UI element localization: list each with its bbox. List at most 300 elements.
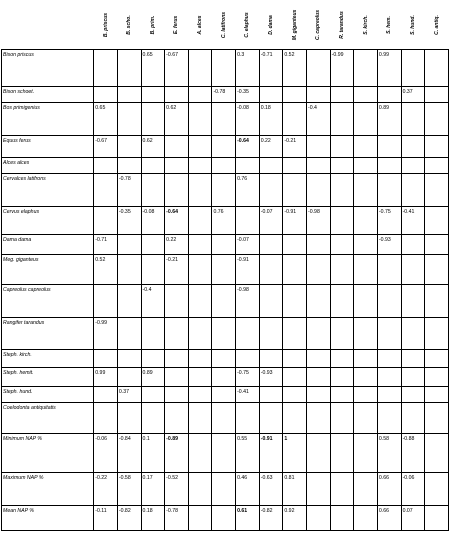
table-cell [165,403,189,434]
column-header [354,0,378,50]
table-cell: 0.18 [141,506,165,531]
table-cell [259,285,283,318]
table-cell [307,158,331,174]
table-cell: -0.88 [401,434,425,473]
row-label: Bison schoet. [2,87,94,103]
table-cell: -0.11 [94,506,118,531]
table-cell [425,174,449,207]
column-header [188,0,212,50]
table-cell: -0.78 [165,506,189,531]
table-cell: 0.58 [377,434,401,473]
table-cell [165,87,189,103]
column-header-label: R. tarandus [338,10,345,39]
table-cell [259,350,283,368]
table-cell [212,174,236,207]
table-row [2,350,449,368]
table-body [2,50,449,531]
table-cell: 0.66 [377,506,401,531]
table-cell: 0.99 [94,368,118,387]
table-cell [307,350,331,368]
table-cell [425,255,449,285]
table-cell [377,368,401,387]
table-cell: -0.91 [236,255,260,285]
table-cell [307,285,331,318]
table-cell: -0.63 [259,473,283,506]
table-cell [354,103,378,136]
table-cell [141,318,165,350]
table-cell [188,434,212,473]
table-cell: 0.62 [165,103,189,136]
table-cell [188,235,212,255]
row-label: Meg. giganteus [2,255,94,285]
table-cell [401,235,425,255]
table-cell [259,87,283,103]
table-cell: 0.46 [236,473,260,506]
table-cell [94,158,118,174]
table-cell [188,174,212,207]
table-cell [259,403,283,434]
column-header [259,0,283,50]
table-row [2,50,449,87]
table-cell [377,318,401,350]
table-cell [94,50,118,87]
column-header [307,0,331,50]
correlation-table-container [1,0,449,531]
table-cell [354,255,378,285]
table-cell [401,158,425,174]
table-cell [330,87,354,103]
table-cell [212,103,236,136]
table-cell [354,136,378,158]
table-cell: 0.17 [141,473,165,506]
table-cell: 0.3 [236,50,260,87]
table-cell: 0.99 [377,50,401,87]
row-label: Steph. hund. [2,387,94,403]
table-cell [212,255,236,285]
column-header [330,0,354,50]
table-cell [354,473,378,506]
table-cell [117,350,141,368]
table-cell [283,103,307,136]
table-cell [425,368,449,387]
table-cell [141,103,165,136]
row-label: Equus ferus [2,136,94,158]
table-cell [94,207,118,235]
table-cell [354,368,378,387]
table-row [2,255,449,285]
table-cell: -0.82 [117,506,141,531]
table-cell [425,103,449,136]
table-cell [94,350,118,368]
table-cell [425,207,449,235]
table-cell [117,368,141,387]
table-cell [425,235,449,255]
table-cell: -0.06 [94,434,118,473]
table-cell: 0.92 [283,506,307,531]
table-cell [165,350,189,368]
table-cell [307,506,331,531]
table-cell [377,158,401,174]
table-cell [117,235,141,255]
table-cell [141,255,165,285]
table-cell [401,285,425,318]
table-cell [165,174,189,207]
table-cell: 0.65 [141,50,165,87]
column-header-label: S. hem. [386,15,393,34]
table-cell [188,318,212,350]
table-cell [188,350,212,368]
table-cell [117,136,141,158]
column-header [94,0,118,50]
table-cell [354,434,378,473]
table-cell [377,255,401,285]
table-cell [425,136,449,158]
column-header [117,0,141,50]
table-cell [283,350,307,368]
column-header [377,0,401,50]
table-cell [354,235,378,255]
table-cell: 0.52 [283,50,307,87]
table-cell: -0.64 [165,207,189,235]
column-header-label: B. prim. [149,15,156,34]
table-cell [307,50,331,87]
table-cell: -0.21 [165,255,189,285]
table-cell [283,87,307,103]
row-label: Maximum NAP % [2,473,94,506]
table-cell [377,387,401,403]
table-cell [212,285,236,318]
table-cell: -0.91 [283,207,307,235]
table-cell [401,403,425,434]
header-row [2,0,449,50]
table-cell [212,350,236,368]
table-cell: -0.4 [141,285,165,318]
column-header-label: B. priscus [102,12,109,37]
table-cell [259,255,283,285]
row-label: Bos primigenius [2,103,94,136]
table-cell: 0.76 [236,174,260,207]
table-cell [188,387,212,403]
table-cell [377,350,401,368]
table-cell [354,87,378,103]
table-cell [401,50,425,87]
table-cell: 0.22 [259,136,283,158]
table-cell [165,387,189,403]
table-row [2,285,449,318]
table-cell: 0.55 [236,434,260,473]
column-header-label: D. dama [268,14,275,35]
column-header [283,0,307,50]
table-cell [141,87,165,103]
table-cell: 0.22 [165,235,189,255]
column-header [165,0,189,50]
table-cell [117,285,141,318]
table-cell: -0.93 [259,368,283,387]
column-header [212,0,236,50]
table-cell [165,285,189,318]
table-cell [307,174,331,207]
table-cell: -0.99 [94,318,118,350]
table-cell: -0.07 [236,235,260,255]
table-cell [377,403,401,434]
table-cell [188,506,212,531]
table-cell: 0.66 [377,473,401,506]
table-cell [307,473,331,506]
table-cell [401,350,425,368]
table-cell [141,174,165,207]
table-cell [117,87,141,103]
table-cell [330,207,354,235]
table-cell [377,136,401,158]
table-cell [212,158,236,174]
table-cell [141,235,165,255]
table-row [2,506,449,531]
column-header-label: S. kirch. [362,14,369,35]
row-label: Dama dama [2,235,94,255]
table-cell: -0.71 [94,235,118,255]
table-cell [141,350,165,368]
table-cell [354,207,378,235]
table-cell [283,403,307,434]
table-cell [307,318,331,350]
table-cell [425,387,449,403]
table-cell [307,387,331,403]
table-cell [425,473,449,506]
table-cell [425,506,449,531]
table-cell [94,174,118,207]
table-row [2,368,449,387]
table-cell [117,158,141,174]
table-cell [283,235,307,255]
table-cell: 0.18 [259,103,283,136]
table-cell [401,387,425,403]
table-cell [354,285,378,318]
column-header-label: C. elaphus [244,11,251,38]
table-cell [117,255,141,285]
table-row [2,318,449,350]
table-cell [330,368,354,387]
table-cell: -0.06 [401,473,425,506]
table-cell [330,434,354,473]
table-cell [94,403,118,434]
column-header-label: A. alces [197,15,204,34]
table-cell [259,318,283,350]
table-cell [330,285,354,318]
table-cell: -0.99 [330,50,354,87]
table-cell [401,174,425,207]
table-cell: 0.37 [117,387,141,403]
table-cell [117,318,141,350]
table-cell [401,318,425,350]
table-cell [307,434,331,473]
table-row [2,136,449,158]
table-cell: -0.67 [165,50,189,87]
table-cell: -0.41 [401,207,425,235]
table-cell [165,136,189,158]
row-label: Rangifer tarandus [2,318,94,350]
table-cell [377,87,401,103]
table-cell [259,174,283,207]
table-row [2,403,449,434]
table-cell: -0.75 [377,207,401,235]
table-cell [141,387,165,403]
row-label: Capreolus capreolus [2,285,94,318]
row-label: Bison priscus [2,50,94,87]
column-header-label: B. scho. [126,14,133,35]
table-cell [165,318,189,350]
table-cell [354,387,378,403]
table-cell: -0.64 [236,136,260,158]
row-label: Steph. hemit. [2,368,94,387]
table-cell: 0.89 [377,103,401,136]
table-cell [188,136,212,158]
table-cell [117,403,141,434]
table-cell: -0.22 [94,473,118,506]
table-cell [377,285,401,318]
table-cell: 1 [283,434,307,473]
table-cell [165,158,189,174]
table-cell: 0.62 [141,136,165,158]
table-cell [94,87,118,103]
column-header [236,0,260,50]
table-row [2,103,449,136]
table-cell [212,403,236,434]
table-cell [425,285,449,318]
table-cell [188,158,212,174]
table-cell [212,368,236,387]
column-header-label: C. antiq. [433,14,440,35]
table-cell [330,174,354,207]
table-cell [330,103,354,136]
table-cell: -0.08 [236,103,260,136]
table-cell [259,158,283,174]
table-cell [377,174,401,207]
table-row [2,235,449,255]
column-header [425,0,449,50]
table-cell [401,255,425,285]
table-cell [212,235,236,255]
column-header [401,0,425,50]
table-cell [117,50,141,87]
table-cell [188,285,212,318]
table-cell [188,87,212,103]
table-cell: -0.78 [212,87,236,103]
table-cell: -0.35 [236,87,260,103]
table-cell: -0.58 [117,473,141,506]
table-row [2,207,449,235]
table-cell [425,50,449,87]
table-cell: -0.89 [165,434,189,473]
table-cell [307,255,331,285]
table-cell [330,136,354,158]
table-cell [188,50,212,87]
table-cell [283,174,307,207]
table-cell [236,207,260,235]
column-header-label: S. hund. [409,14,416,35]
table-cell [212,434,236,473]
table-cell: -0.52 [165,473,189,506]
table-cell [212,136,236,158]
row-label: Alces alces [2,158,94,174]
table-cell [354,158,378,174]
table-cell [354,174,378,207]
table-cell [259,387,283,403]
table-cell [330,158,354,174]
table-cell [212,318,236,350]
correlation-table [1,0,449,531]
table-cell: -0.07 [259,207,283,235]
table-cell [330,350,354,368]
table-cell: -0.08 [141,207,165,235]
table-cell: 0.61 [236,506,260,531]
table-cell [94,387,118,403]
table-cell [354,50,378,87]
table-cell [283,387,307,403]
table-cell [330,235,354,255]
table-cell: 0.1 [141,434,165,473]
table-cell: -0.82 [259,506,283,531]
table-cell [188,255,212,285]
table-cell [283,255,307,285]
table-cell: -0.98 [307,207,331,235]
row-label: Minimum NAP % [2,434,94,473]
table-cell [307,403,331,434]
table-cell [354,403,378,434]
table-cell [165,368,189,387]
table-cell [354,506,378,531]
table-cell: 0.37 [401,87,425,103]
table-row [2,473,449,506]
table-cell [330,318,354,350]
table-cell: 0.65 [94,103,118,136]
table-row [2,174,449,207]
table-cell [94,285,118,318]
table-cell [425,403,449,434]
table-cell [236,403,260,434]
table-cell [354,350,378,368]
table-cell: 0.81 [283,473,307,506]
table-row [2,158,449,174]
table-cell [188,403,212,434]
column-header-label: C. latifrons [220,11,227,38]
table-cell [236,350,260,368]
table-cell [330,473,354,506]
table-cell: -0.41 [236,387,260,403]
table-cell: 0.89 [141,368,165,387]
table-cell: -0.75 [236,368,260,387]
table-cell [354,318,378,350]
table-cell [307,136,331,158]
row-label: Coelodonta antiquitatis [2,403,94,434]
table-cell [236,158,260,174]
table-cell [188,207,212,235]
table-cell [307,87,331,103]
table-cell: -0.84 [117,434,141,473]
row-label: Cervalces latifrons [2,174,94,207]
table-row [2,87,449,103]
table-cell [141,403,165,434]
table-cell [425,87,449,103]
table-cell [425,434,449,473]
column-header-label: E. ferus [173,15,180,34]
row-label: Steph. kirch. [2,350,94,368]
table-cell: -0.91 [259,434,283,473]
table-cell [212,506,236,531]
table-cell [212,50,236,87]
table-cell [141,158,165,174]
column-header-label: M. giganteus [291,9,298,40]
table-cell [401,103,425,136]
